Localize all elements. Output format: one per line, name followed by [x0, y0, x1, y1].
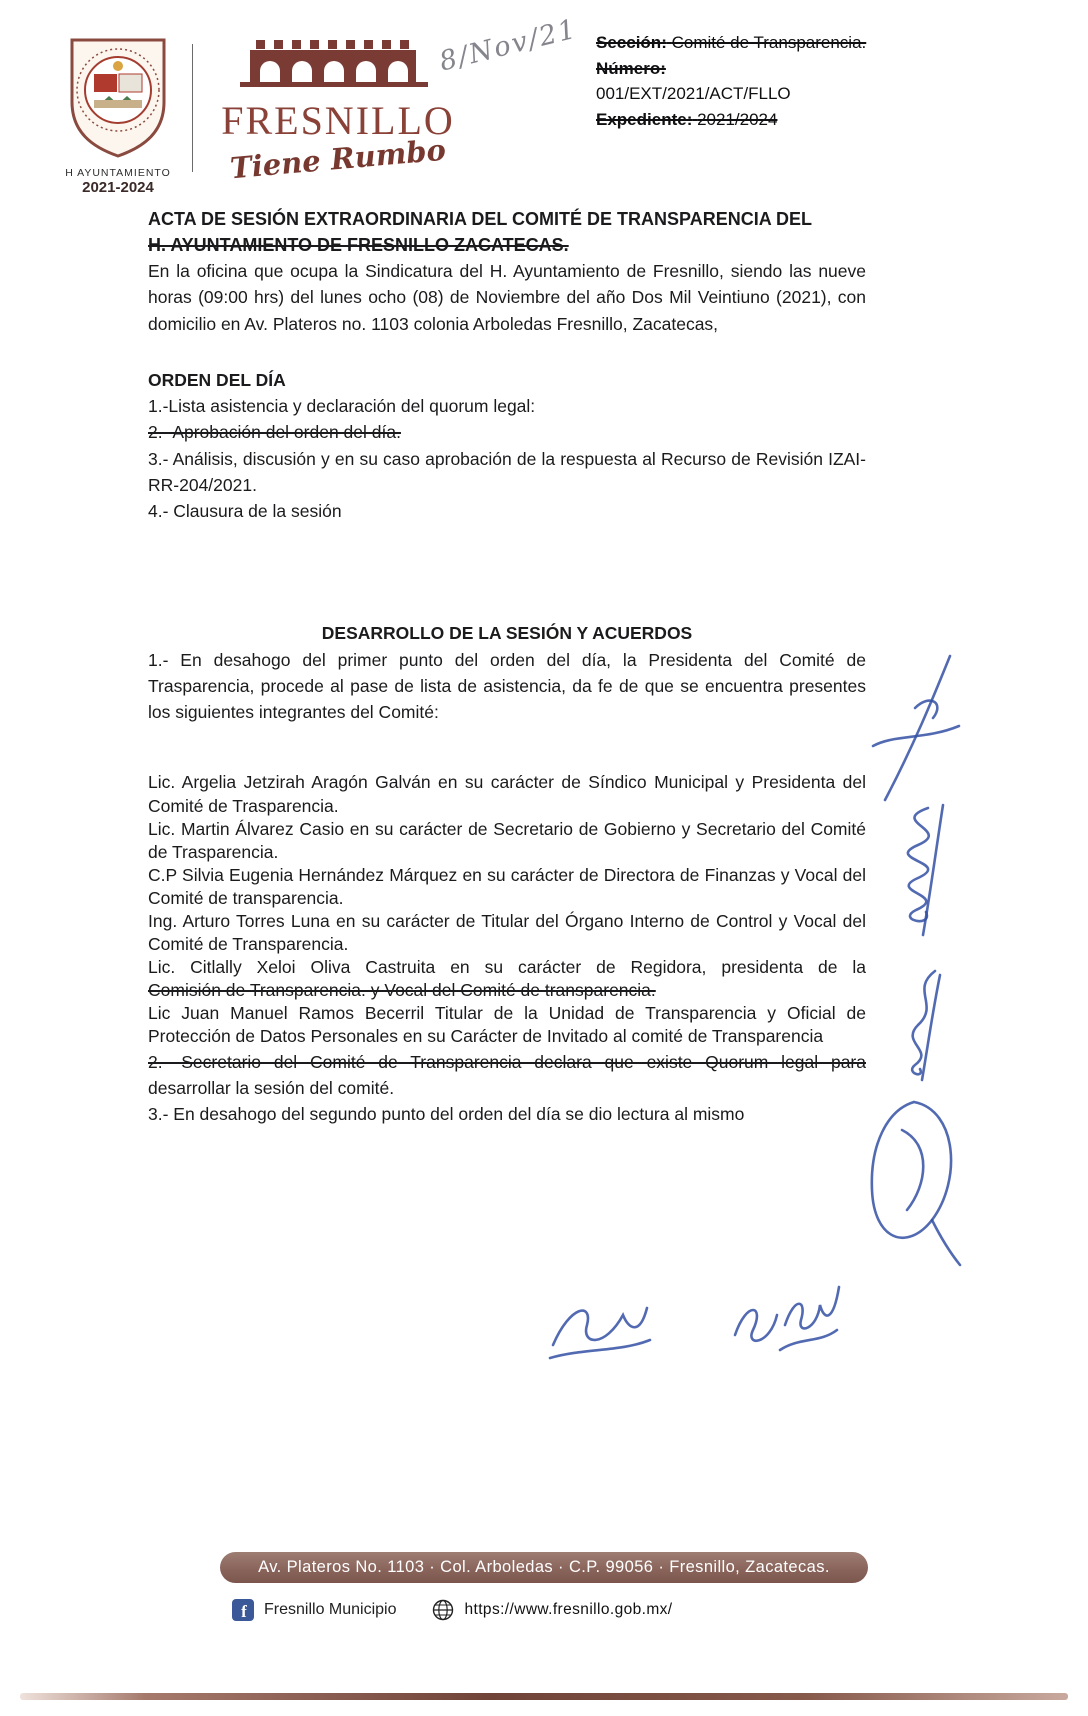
paragraph-pase-de-lista: 1.- En desahogo del primer punto del orden del día, la Presidenta del Comité de Trasparencia, procede al pase de lista de asistencia, da fe de que se encuentra presentes los siguientes integrantes del Comité:	[148, 649, 866, 723]
orden-item-4: 4.- Clausura de la sesión	[148, 501, 342, 522]
aqueduct-icon	[230, 40, 446, 94]
website-url: https://www.fresnillo.gob.mx/	[464, 1601, 673, 1618]
orden-del-dia-heading: ORDEN DEL DÍA	[148, 369, 286, 390]
meta-numero-label: Número:	[596, 58, 666, 78]
footer-address-bar: Av. Plateros No. 1103 · Col. Arboledas · C.P. 99056 · Fresnillo, Zacatecas.	[220, 1552, 868, 1583]
header-divider	[192, 44, 193, 172]
title-line-2: H. AYUNTAMIENTO DE FRESNILLO ZACATECAS.	[148, 235, 569, 256]
meta-numero-value: 001/EXT/2021/ACT/FLLO	[596, 84, 791, 103]
attendee-entry: C.P Silvia Eugenia Hernández Márquez en su carácter de Directora de Finanzas y Vocal del Comité de transparencia.	[148, 864, 866, 908]
signature-initials-left	[545, 1290, 655, 1370]
signature-scribble-2	[858, 800, 968, 940]
crest-icon	[64, 34, 172, 160]
intro-paragraph: En la oficina que ocupa la Sindicatura del H. Ayuntamiento de Fresnillo, siendo las nueve horas (09:00 hrs) del lunes ocho (08) de Noviembre del año Dos Mil Veintiuno (2021), con domicilio en Av. Plateros no. 1103 colonia Arboledas Fresnillo, Zacatecas,	[148, 261, 866, 334]
signature-scribble-4	[862, 1090, 967, 1270]
globe-icon	[431, 1598, 455, 1622]
attendee-entry: Lic. Martin Álvarez Casio en su carácter de Secretario de Gobierno y Secretario del Comité de Trasparencia.	[148, 818, 866, 862]
facebook-icon	[232, 1599, 254, 1621]
desarrollo-heading: DESARROLLO DE LA SESIÓN Y ACUERDOS	[321, 623, 693, 644]
document-body	[148, 206, 866, 1127]
bottom-gradient-rule	[20, 1693, 1068, 1700]
handwritten-date: 8/Nov/21	[436, 13, 581, 78]
orden-item-2: 2.- Aprobación del orden del día.	[148, 422, 401, 443]
attendee-entry: Lic. Argelia Jetzirah Aragón Galván en su carácter de Síndico Municipal y Presidenta del Comité de Trasparencia.	[148, 772, 866, 816]
signature-scribble-1	[855, 648, 965, 808]
attendee-list	[148, 771, 866, 1048]
brand-tagline: Tiene Rumbo	[228, 132, 448, 186]
brand-name: FRESNILLO	[221, 98, 455, 143]
crest-caption: H AYUNTAMIENTO	[65, 167, 171, 179]
document-header	[0, 0, 1088, 200]
attendee-entry: Lic Juan Manuel Ramos Becerril Titular de la Unidad de Transparencia y Oficial de Protección de Datos Personales en su Carácter de Invitado al comité de Transparencia	[148, 1003, 866, 1047]
signature-initials-right	[725, 1275, 845, 1365]
attendee-entry: Ing. Arturo Torres Luna en su carácter de Titular del Órgano Interno de Control y Vocal del Comité de Transparencia.	[148, 911, 866, 955]
fresnillo-logo	[212, 40, 464, 186]
paragraph-lectura: 3.- En desahogo del segundo punto del orden del día se dio lectura al mismo	[148, 1104, 745, 1125]
footer-social-row	[232, 1598, 673, 1622]
municipal-crest	[60, 34, 176, 196]
signature-scribble-3	[880, 965, 960, 1085]
crest-years: 2021-2024	[82, 179, 154, 196]
attendee-entry: Lic. Citlally Xeloi Oliva Castruita en su carácter de Regidora, presidenta de la Comisión de Transparencia. y Vocal del Comité de transparencia.	[148, 957, 866, 1001]
orden-item-1: 1.-Lista asistencia y declaración del quorum legal:	[148, 396, 536, 417]
facebook-label: Fresnillo Municipio	[264, 1601, 397, 1618]
title-line-1: ACTA DE SESIÓN EXTRAORDINARIA DEL COMITÉ DE TRANSPARENCIA DEL	[148, 209, 813, 229]
document-meta	[596, 30, 974, 132]
meta-seccion: Sección: Comité de Transparencia.	[596, 33, 867, 52]
meta-expediente: Expediente: 2021/2024	[596, 109, 778, 129]
document-title	[148, 206, 866, 258]
paragraph-quorum: 2.- Secretario del Comité de Transparencia declara que existe Quorum legal para desarrollar la sesión del comité.	[148, 1051, 866, 1098]
svg-text:f: f	[241, 1602, 247, 1621]
orden-item-3: 3.- Análisis, discusión y en su caso aprobación de la respuesta al Recurso de Revisión IZAI-RR-204/2021.	[148, 448, 866, 495]
